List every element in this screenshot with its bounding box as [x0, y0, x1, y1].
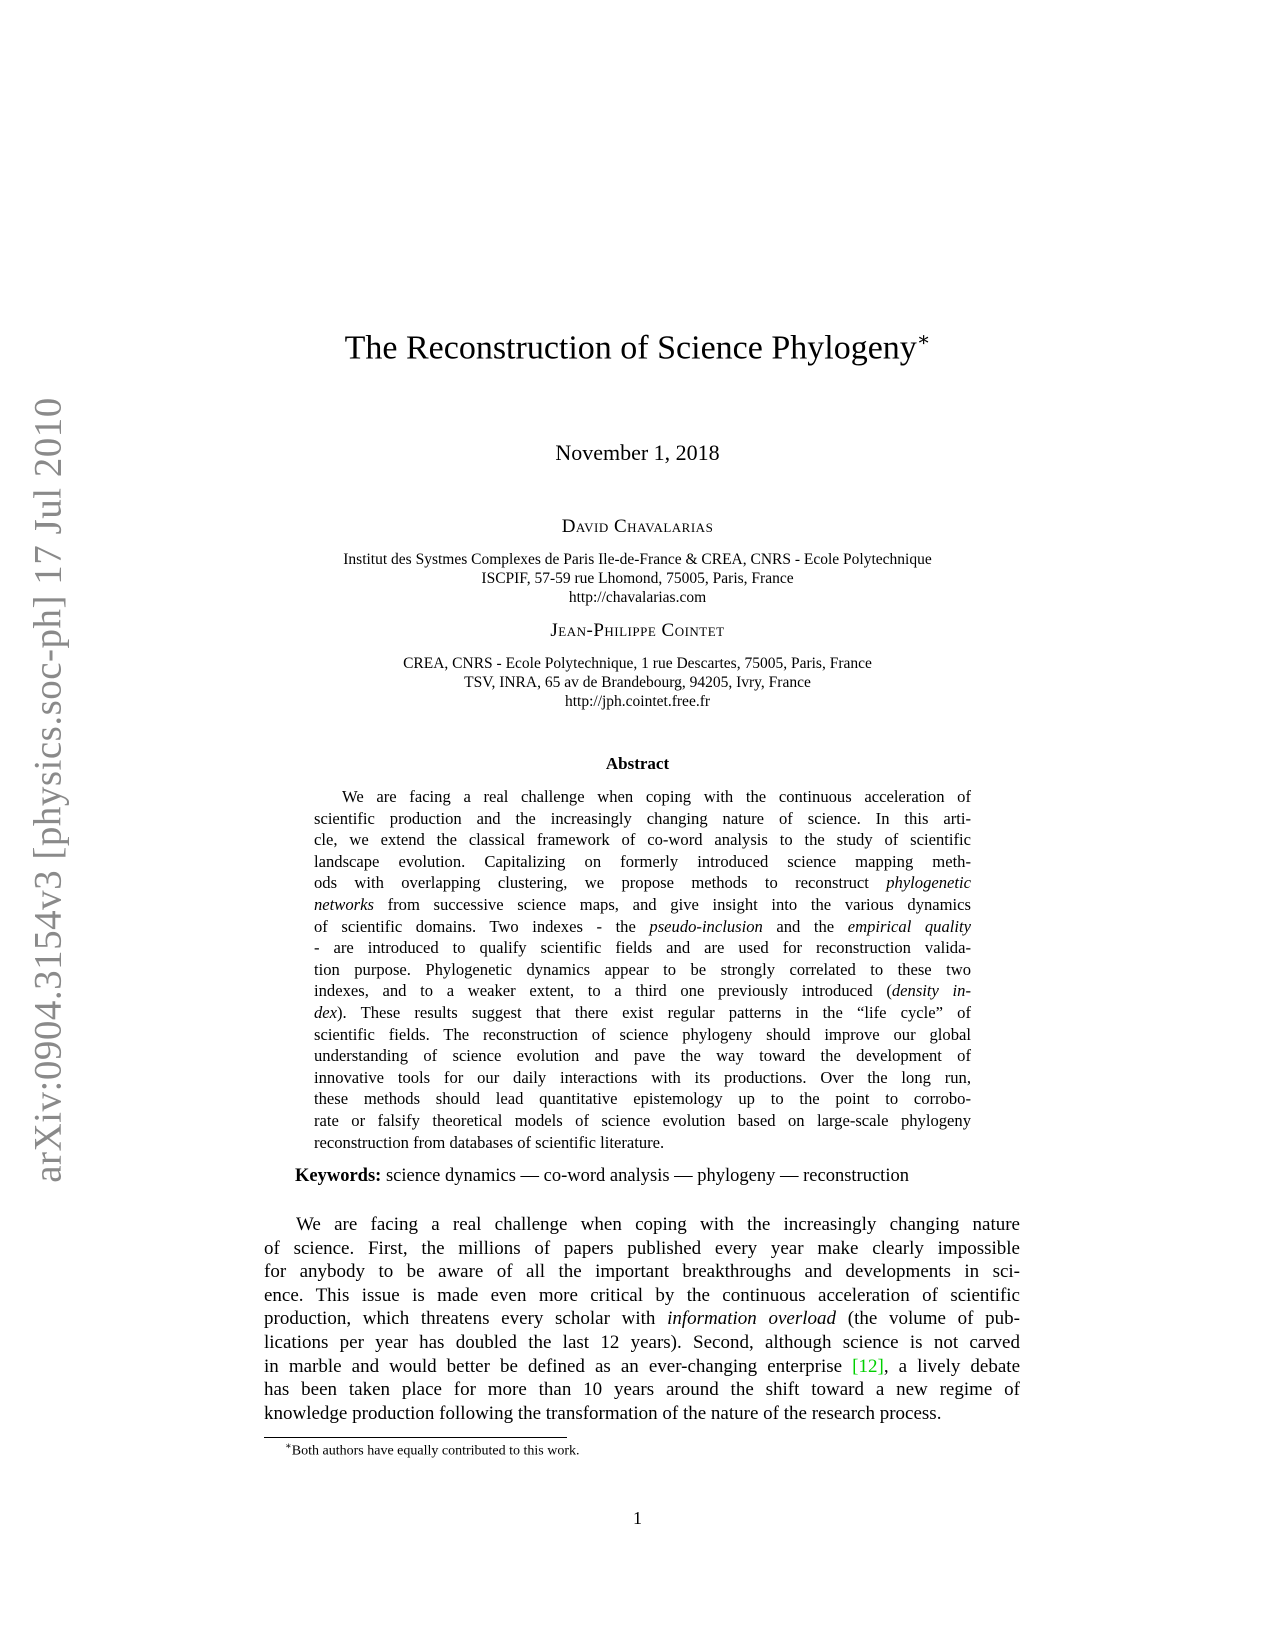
- keywords-label: Keywords:: [295, 1166, 382, 1186]
- affiliation: ISCPIF, 57-59 rue Lhomond, 75005, Paris, France: [481, 570, 794, 587]
- text-span: ods with overlapping clustering, we propose methods to reconstruct: [314, 873, 887, 893]
- emphasis: networks: [314, 895, 374, 914]
- text-line: [264, 1260, 1020, 1284]
- emphasis: pseudo-inclusion: [649, 916, 763, 936]
- text-span: and the: [762, 916, 848, 936]
- page-number: 1: [633, 1508, 642, 1528]
- affiliation: TSV, INRA, 65 av de Brandebourg, 94205, Ivry, France: [464, 674, 811, 691]
- text-line: [264, 1331, 1020, 1355]
- affiliation: CREA, CNRS - Ecole Polytechnique, 1 rue Descartes, 75005, Paris, France: [403, 655, 872, 672]
- text-line: [314, 1067, 971, 1088]
- text-line: [264, 1355, 1020, 1379]
- footnote-rule: [264, 1437, 567, 1438]
- text-line: [314, 872, 971, 893]
- paper-title: [0, 327, 1275, 367]
- text-span: landscape evolution. Capitalizing on formerly introduced science mapping meth-: [314, 851, 971, 871]
- text-line: [314, 786, 971, 807]
- text-line: [314, 937, 971, 958]
- text-line: [314, 959, 971, 980]
- text-span: understanding of science evolution and pave the way toward the development of: [314, 1046, 971, 1066]
- affiliation: Institut des Systmes Complexes de Paris Ile-de-France & CREA, CNRS - Ecole Polytechnique: [343, 551, 932, 568]
- keywords-list: science dynamics — co-word analysis — phylogeny — reconstruction: [385, 1166, 909, 1186]
- emphasis: phylogenetic: [886, 873, 971, 893]
- author-url[interactable]: http://chavalarias.com: [568, 589, 707, 606]
- text-span: tion purpose. Phylogenetic dynamics appear to be strongly correlated to these two: [314, 959, 971, 979]
- text-span: of scientific domains. Two indexes - the: [314, 916, 650, 936]
- text-line: [314, 808, 971, 829]
- text-span: innovative tools for our daily interactions with its productions. Over the long run,: [314, 1067, 971, 1087]
- text-span: ence. This issue is made even more critical by the continuous acceleration of scientific: [264, 1284, 1020, 1306]
- text-line: [314, 1002, 971, 1023]
- text-line: [314, 1024, 971, 1045]
- text-span: , a lively debate: [883, 1355, 1021, 1377]
- text-line: [314, 1110, 971, 1131]
- text-span: for anybody to be aware of all the important breakthroughs and developments in sci-: [264, 1261, 1020, 1283]
- title-footnote-mark: ∗: [916, 329, 931, 351]
- text-span: reconstruction from databases of scientific literature.: [314, 1132, 665, 1152]
- emphasis: density in-: [891, 981, 971, 1001]
- text-span: rate or falsify theoretical models of science evolution based on large-scale phylogeny: [314, 1111, 971, 1130]
- footnote-text: Both authors have equally contributed to this work.: [291, 1443, 580, 1459]
- abstract-heading: Abstract: [605, 754, 670, 773]
- author-url[interactable]: http://jph.cointet.free.fr: [564, 693, 711, 710]
- emphasis: empirical quality: [847, 916, 971, 936]
- text-span: production, which threatens every scholar with: [264, 1308, 668, 1330]
- text-line: [314, 829, 971, 850]
- footnote-mark: ∗: [285, 1441, 292, 1452]
- text-line: [264, 1237, 1020, 1261]
- paper-date: November 1, 2018: [555, 440, 720, 465]
- text-line: [314, 1088, 971, 1109]
- text-span: has been taken place for more than 10 years around the shift toward a new regime of: [264, 1379, 1020, 1401]
- text-span: We are facing a real challenge when coping with the increasingly changing nature: [296, 1214, 1020, 1235]
- text-line: [314, 916, 971, 937]
- text-line: [264, 1378, 1020, 1402]
- text-line: [314, 1132, 971, 1153]
- arxiv-identifier: arXiv:0904.3154v3 [physics.soc-ph] 17 Jul 2010: [26, 397, 70, 1183]
- text-span: (the volume of pub-: [836, 1308, 1020, 1330]
- text-span: in marble and would better be defined as an ever-changing enterprise: [264, 1355, 853, 1377]
- citation-link[interactable]: [12]: [852, 1355, 884, 1377]
- text-span: indexes, and to a weaker extent, to a third one previously introduced (: [314, 981, 892, 1001]
- text-span: We are facing a real challenge when coping with the continuous acceleration of: [342, 787, 971, 806]
- emphasis: information overload: [667, 1308, 837, 1330]
- text-line: [264, 1402, 1020, 1426]
- text-line: [314, 1045, 971, 1066]
- author-name: David Chavalarias: [561, 516, 714, 537]
- text-line: [314, 851, 971, 872]
- text-span: these methods should lead quantitative epistemology up to the point to corrobo-: [314, 1089, 971, 1109]
- text-span: ). These results suggest that there exist regular patterns in the “life cycle” of: [337, 1003, 971, 1022]
- author-name: Jean-Philippe Cointet: [550, 620, 725, 641]
- text-span: of science. First, the millions of papers published every year make clearly impossible: [264, 1237, 1020, 1259]
- text-span: from successive science maps, and give insight into the various dynamics: [373, 895, 971, 914]
- footnote: [285, 1441, 580, 1460]
- title-text: The Reconstruction of Science Phylogeny: [344, 329, 917, 367]
- keywords: [295, 1166, 909, 1187]
- text-span: cle, we extend the classical framework of co-word analysis to the study of scientific: [314, 830, 971, 850]
- text-span: scientific production and the increasingly changing nature of science. In this arti-: [314, 808, 971, 828]
- text-span: knowledge production following the transformation of the nature of the research process.: [264, 1402, 942, 1424]
- text-span: lications per year has doubled the last 12 years). Second, although science is not carved: [264, 1332, 1020, 1353]
- text-line: [314, 980, 971, 1001]
- text-span: - are introduced to qualify scientific fields and are used for reconstruction valida-: [314, 938, 971, 958]
- text-line: [264, 1213, 1020, 1237]
- text-span: scientific fields. The reconstruction of science phylogeny should improve our global: [314, 1024, 971, 1044]
- emphasis: dex: [314, 1003, 338, 1022]
- text-line: [264, 1284, 1020, 1308]
- text-line: [264, 1307, 1020, 1331]
- text-line: [314, 894, 971, 915]
